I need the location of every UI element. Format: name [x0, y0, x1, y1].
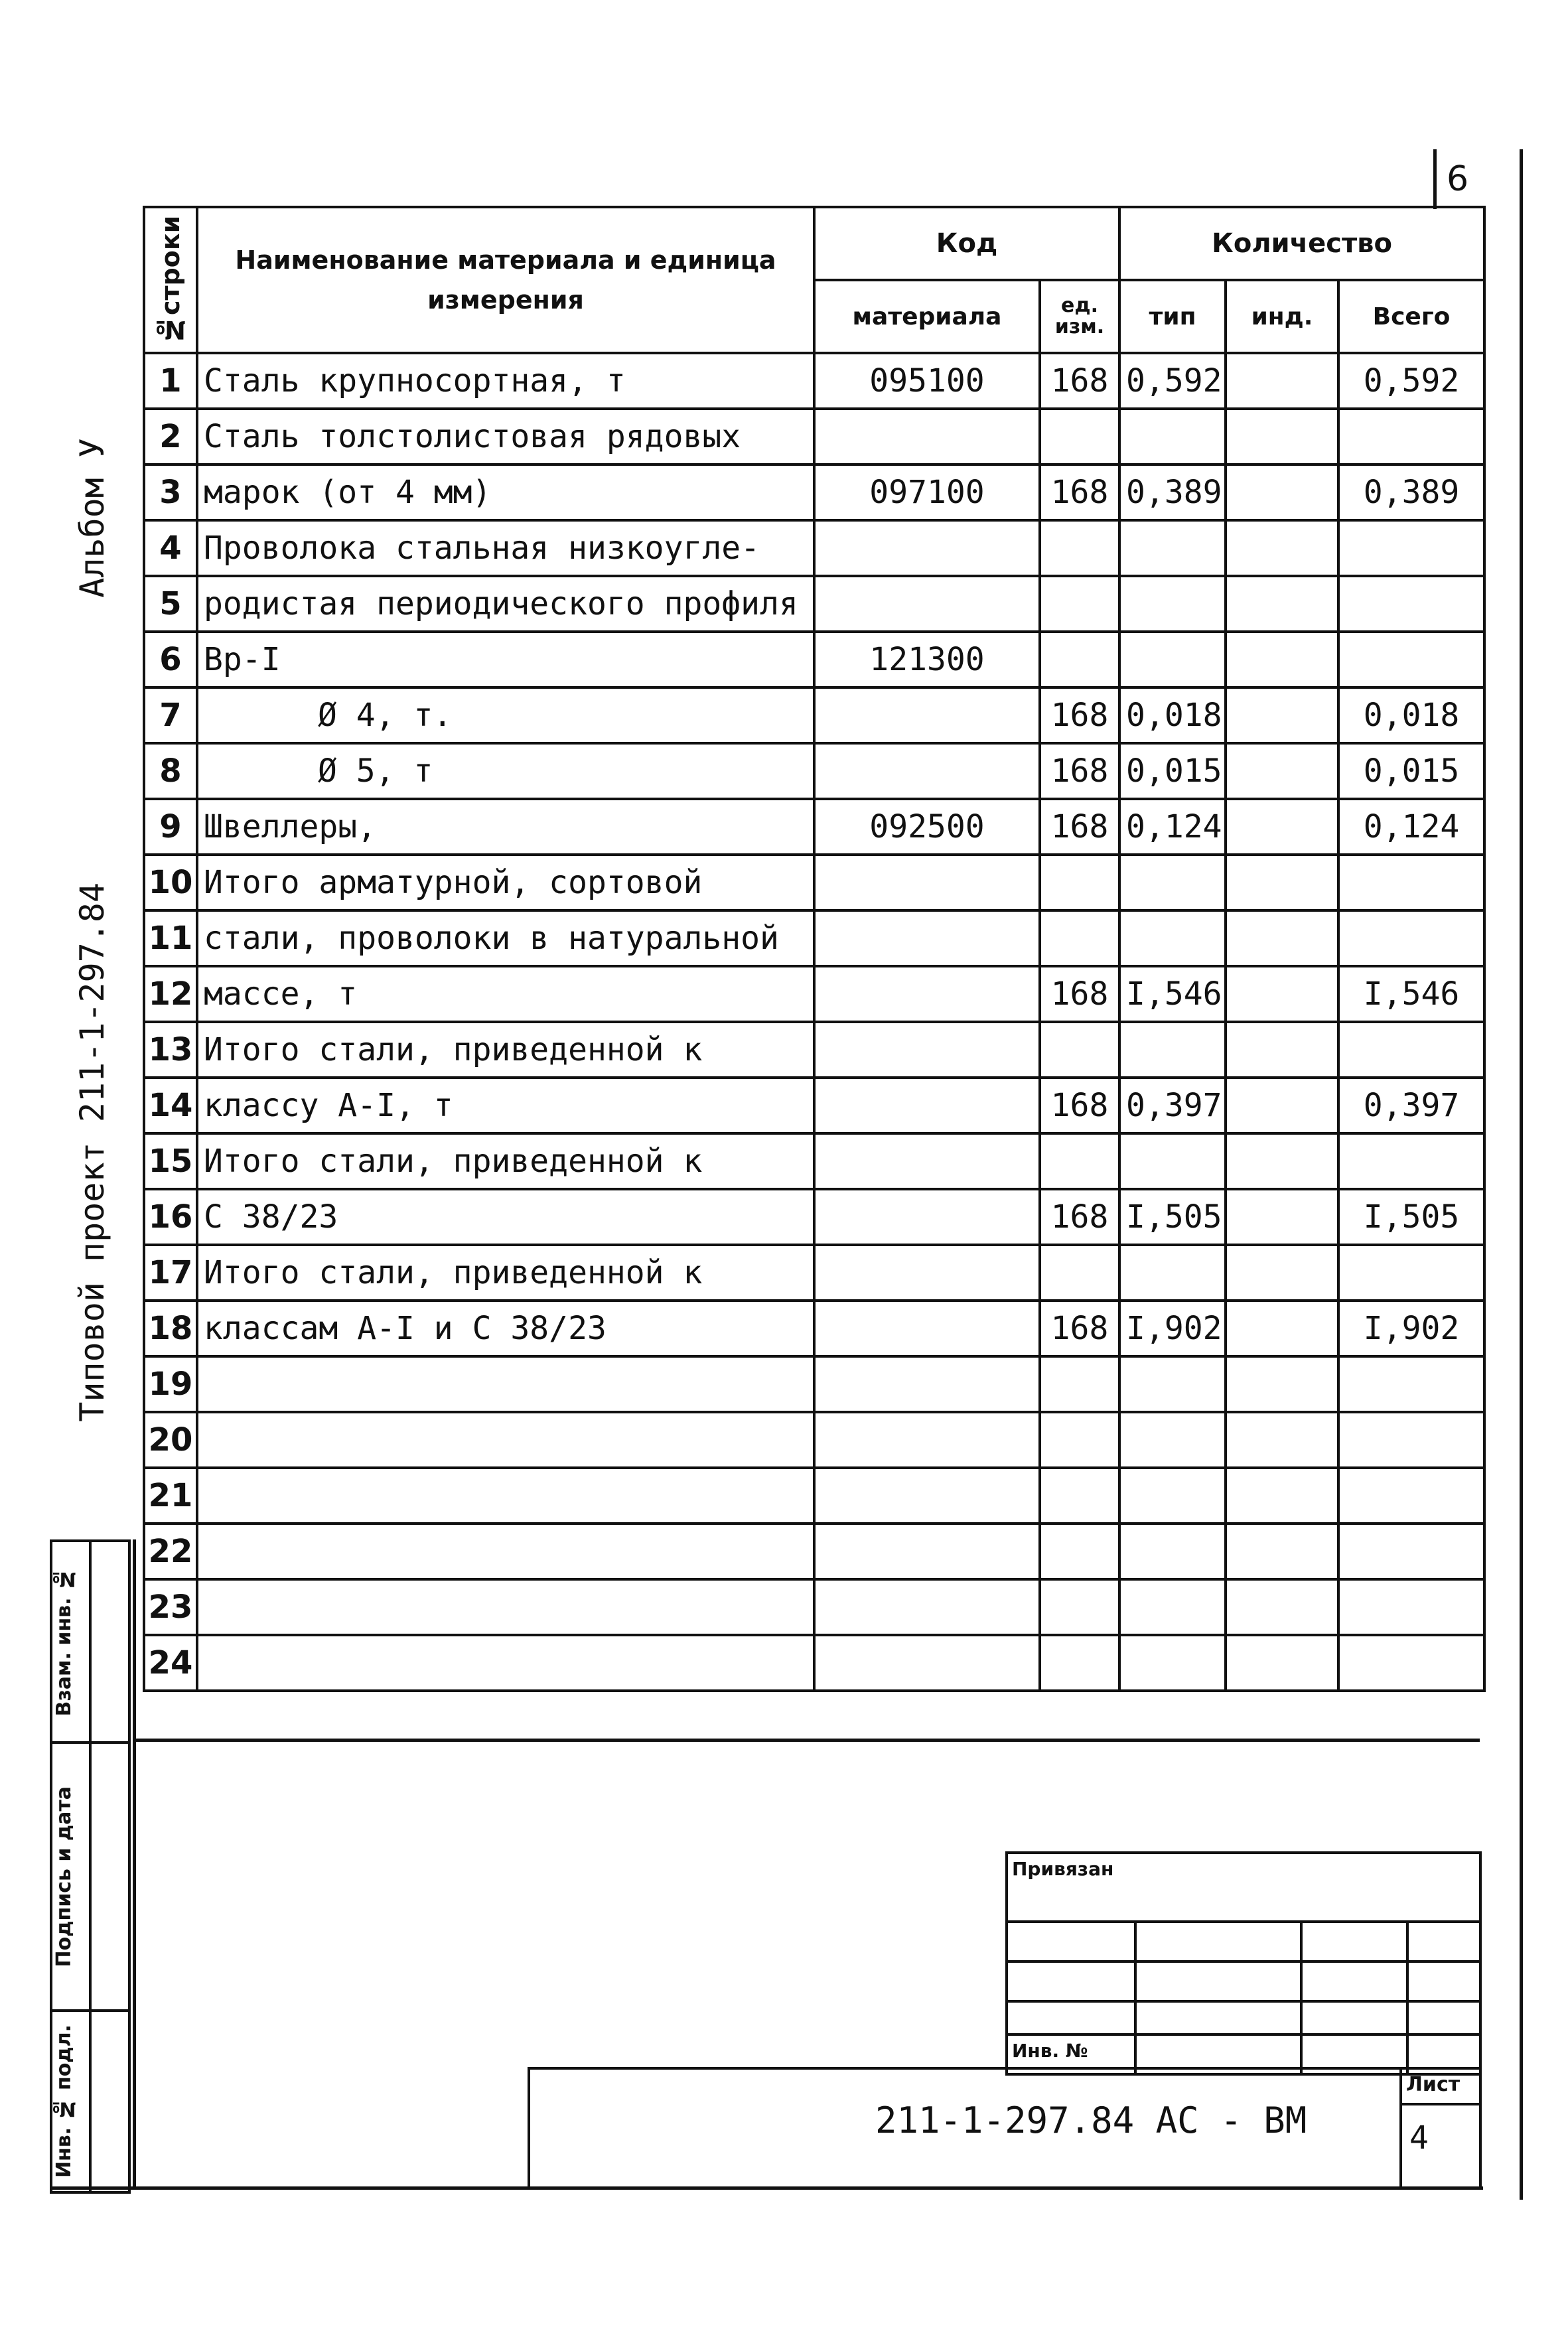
qty-ind — [1226, 576, 1338, 632]
qty-type: 0,592 — [1119, 353, 1226, 409]
material-name: С 38/23 — [197, 1189, 814, 1245]
qty-total — [1338, 855, 1484, 910]
qty-total: 0,015 — [1338, 743, 1484, 799]
table-row — [144, 1078, 1484, 1133]
stamp-vzam-inv: Взам. инв. № — [52, 1567, 76, 1717]
material-code — [814, 409, 1040, 464]
qty-total — [1338, 1245, 1484, 1301]
row-number: 14 — [144, 1078, 197, 1133]
qty-total — [1338, 1412, 1484, 1468]
qty-ind — [1226, 1356, 1338, 1412]
material-code — [814, 576, 1040, 632]
qty-ind — [1226, 1133, 1338, 1189]
material-code: 092500 — [814, 799, 1040, 855]
row-number: 11 — [144, 910, 197, 966]
material-name: Итого стали, приведенной к — [197, 1133, 814, 1189]
table-row — [144, 1245, 1484, 1301]
unit-code — [1040, 910, 1119, 966]
material-code — [814, 1524, 1040, 1579]
material-name: Проволока стальная низкоугле- — [197, 520, 814, 576]
material-code — [814, 910, 1040, 966]
qty-total — [1338, 1468, 1484, 1524]
row-number: 4 — [144, 520, 197, 576]
binding-stamp — [50, 1539, 131, 2194]
qty-ind — [1226, 353, 1338, 409]
unit-code — [1040, 1022, 1119, 1078]
table-row — [144, 409, 1484, 464]
qty-total: 0,592 — [1338, 353, 1484, 409]
material-spec-table — [143, 206, 1486, 1692]
qty-total: I,902 — [1338, 1301, 1484, 1356]
row-number: 8 — [144, 743, 197, 799]
material-name — [197, 1468, 814, 1524]
table-row — [144, 1579, 1484, 1635]
material-name: классу А-I, т — [197, 1078, 814, 1133]
qty-type: I,505 — [1119, 1189, 1226, 1245]
row-number: 17 — [144, 1245, 197, 1301]
material-code — [814, 1356, 1040, 1412]
material-code — [814, 1412, 1040, 1468]
unit-code: 168 — [1040, 1078, 1119, 1133]
table-row — [144, 1524, 1484, 1579]
material-name: Сталь крупносортная, т — [197, 353, 814, 409]
unit-code: 168 — [1040, 966, 1119, 1022]
list-label: Лист — [1406, 2073, 1461, 2096]
row-number: 23 — [144, 1579, 197, 1635]
row-number: 22 — [144, 1524, 197, 1579]
unit-code — [1040, 409, 1119, 464]
material-code — [814, 855, 1040, 910]
qty-total — [1338, 632, 1484, 687]
qty-type: 0,389 — [1119, 464, 1226, 520]
qty-ind — [1226, 1245, 1338, 1301]
table-row — [144, 1412, 1484, 1468]
qty-ind — [1226, 1022, 1338, 1078]
table-row — [144, 1468, 1484, 1524]
row-number: 21 — [144, 1468, 197, 1524]
material-name: Швеллеры, — [197, 799, 814, 855]
row-number: 2 — [144, 409, 197, 464]
material-code — [814, 1189, 1040, 1245]
qty-total: 0,389 — [1338, 464, 1484, 520]
qty-total — [1338, 1133, 1484, 1189]
material-code — [814, 1022, 1040, 1078]
material-code — [814, 1078, 1040, 1133]
doc-code-block — [528, 2067, 1482, 2189]
privyazan-label: Привязан — [1012, 1858, 1114, 1880]
project-label: Типовой проект 211-1-297.84 — [73, 883, 111, 1422]
unit-code — [1040, 632, 1119, 687]
privyazan-block — [1005, 1851, 1482, 2076]
album-label: Альбом У — [73, 438, 111, 598]
qty-type: 0,124 — [1119, 799, 1226, 855]
unit-code — [1040, 1412, 1119, 1468]
qty-type — [1119, 409, 1226, 464]
material-name: Сталь толстолистовая рядовых — [197, 409, 814, 464]
material-code — [814, 1301, 1040, 1356]
table-row — [144, 855, 1484, 910]
qty-type — [1119, 1635, 1226, 1691]
material-code: 121300 — [814, 632, 1040, 687]
unit-code — [1040, 1245, 1119, 1301]
qty-type — [1119, 1133, 1226, 1189]
header-row-number: №строки — [144, 207, 197, 353]
qty-ind — [1226, 520, 1338, 576]
table-row — [144, 910, 1484, 966]
material-name: классам А-I и С 38/23 — [197, 1301, 814, 1356]
table-row — [144, 1356, 1484, 1412]
unit-code — [1040, 1579, 1119, 1635]
qty-type — [1119, 1022, 1226, 1078]
row-number: 9 — [144, 799, 197, 855]
qty-type: I,546 — [1119, 966, 1226, 1022]
qty-type — [1119, 910, 1226, 966]
list-label-divider — [1399, 2103, 1479, 2105]
qty-type — [1119, 1579, 1226, 1635]
table-row — [144, 1022, 1484, 1078]
table-row — [144, 1635, 1484, 1691]
qty-total: I,546 — [1338, 966, 1484, 1022]
list-number: 4 — [1409, 2119, 1429, 2157]
qty-ind — [1226, 1412, 1338, 1468]
qty-total — [1338, 576, 1484, 632]
qty-type: 0,018 — [1119, 687, 1226, 743]
qty-type — [1119, 1524, 1226, 1579]
header-qty-total: Всего — [1338, 280, 1484, 353]
qty-type — [1119, 1245, 1226, 1301]
qty-ind — [1226, 799, 1338, 855]
qty-ind — [1226, 1078, 1338, 1133]
header-qty-type: тип — [1119, 280, 1226, 353]
material-name: массе, т — [197, 966, 814, 1022]
privyazan-grid-col-2 — [1300, 1920, 1303, 2073]
material-code — [814, 1245, 1040, 1301]
unit-code: 168 — [1040, 464, 1119, 520]
qty-ind — [1226, 743, 1338, 799]
unit-code: 168 — [1040, 799, 1119, 855]
material-code — [814, 1579, 1040, 1635]
row-number: 6 — [144, 632, 197, 687]
qty-ind — [1226, 966, 1338, 1022]
header-code-material: материала — [814, 280, 1040, 353]
row-number: 1 — [144, 353, 197, 409]
qty-ind — [1226, 464, 1338, 520]
qty-total — [1338, 409, 1484, 464]
unit-code — [1040, 1635, 1119, 1691]
material-code — [814, 1133, 1040, 1189]
material-name: Итого стали, приведенной к — [197, 1022, 814, 1078]
material-name — [197, 1524, 814, 1579]
qty-total — [1338, 1022, 1484, 1078]
stamp-inv-podl: Инв. № подл. — [52, 2025, 76, 2178]
unit-code — [1040, 576, 1119, 632]
row-number: 18 — [144, 1301, 197, 1356]
material-name — [197, 1635, 814, 1691]
qty-total — [1338, 1356, 1484, 1412]
material-name: стали, проволоки в натуральной — [197, 910, 814, 966]
unit-code — [1040, 1356, 1119, 1412]
table-row — [144, 353, 1484, 409]
list-divider — [1399, 2070, 1402, 2189]
unit-code: 168 — [1040, 1189, 1119, 1245]
qty-type — [1119, 1412, 1226, 1468]
row-number: 7 — [144, 687, 197, 743]
header-code-group: Код — [814, 207, 1119, 280]
material-name — [197, 1356, 814, 1412]
table-row — [144, 687, 1484, 743]
qty-ind — [1226, 632, 1338, 687]
doc-code: 211-1-297.84 АС - ВМ — [875, 2100, 1307, 2141]
material-name — [197, 1412, 814, 1468]
qty-type — [1119, 1356, 1226, 1412]
table-row — [144, 1189, 1484, 1245]
unit-code: 168 — [1040, 687, 1119, 743]
material-code — [814, 1635, 1040, 1691]
inv-no-label: Инв. № — [1012, 2040, 1088, 2062]
qty-total — [1338, 1524, 1484, 1579]
qty-type: I,902 — [1119, 1301, 1226, 1356]
row-number: 5 — [144, 576, 197, 632]
qty-ind — [1226, 687, 1338, 743]
qty-type — [1119, 576, 1226, 632]
qty-total: I,505 — [1338, 1189, 1484, 1245]
header-code-unit: ед. изм. — [1040, 280, 1119, 353]
material-name: Итого стали, приведенной к — [197, 1245, 814, 1301]
qty-type: 0,397 — [1119, 1078, 1226, 1133]
material-name: Итого арматурной, сортовой — [197, 855, 814, 910]
qty-total: 0,397 — [1338, 1078, 1484, 1133]
row-number: 3 — [144, 464, 197, 520]
row-number: 20 — [144, 1412, 197, 1468]
row-number: 12 — [144, 966, 197, 1022]
material-name: Вр-I — [197, 632, 814, 687]
qty-total — [1338, 1635, 1484, 1691]
qty-type — [1119, 520, 1226, 576]
privyazan-grid-col-3 — [1406, 1920, 1409, 2073]
qty-type — [1119, 855, 1226, 910]
table-row — [144, 966, 1484, 1022]
sheet-number: 6 — [1447, 159, 1469, 199]
row-number: 19 — [144, 1356, 197, 1412]
stamp-podpis-data: Подпись и дата — [52, 1786, 76, 1967]
table-row — [144, 1133, 1484, 1189]
header-material-name: Наименование материала и единица измерения — [197, 207, 814, 353]
material-name: Ø 4, т. — [197, 687, 814, 743]
qty-type: 0,015 — [1119, 743, 1226, 799]
qty-ind — [1226, 1468, 1338, 1524]
qty-ind — [1226, 1524, 1338, 1579]
material-code — [814, 687, 1040, 743]
qty-total — [1338, 910, 1484, 966]
material-code — [814, 520, 1040, 576]
material-code — [814, 1468, 1040, 1524]
header-qty-ind: инд. — [1226, 280, 1338, 353]
row-number: 13 — [144, 1022, 197, 1078]
qty-ind — [1226, 1189, 1338, 1245]
qty-total: 0,124 — [1338, 799, 1484, 855]
unit-code: 168 — [1040, 1301, 1119, 1356]
table-row — [144, 743, 1484, 799]
material-code — [814, 966, 1040, 1022]
material-name — [197, 1579, 814, 1635]
qty-type — [1119, 632, 1226, 687]
material-code: 097100 — [814, 464, 1040, 520]
qty-ind — [1226, 1301, 1338, 1356]
table-bottom-line — [133, 1739, 1480, 1742]
unit-code — [1040, 1133, 1119, 1189]
sheet-number-divider — [1433, 149, 1437, 209]
unit-code — [1040, 855, 1119, 910]
unit-code — [1040, 1468, 1119, 1524]
row-number: 24 — [144, 1635, 197, 1691]
right-frame-line — [1520, 149, 1523, 2200]
unit-code — [1040, 1524, 1119, 1579]
table-row — [144, 464, 1484, 520]
table-row — [144, 799, 1484, 855]
material-name: марок (от 4 мм) — [197, 464, 814, 520]
unit-code: 168 — [1040, 743, 1119, 799]
unit-code — [1040, 520, 1119, 576]
row-number: 16 — [144, 1189, 197, 1245]
table-row — [144, 632, 1484, 687]
table-row — [144, 576, 1484, 632]
qty-ind — [1226, 910, 1338, 966]
qty-type — [1119, 1468, 1226, 1524]
material-code: 095100 — [814, 353, 1040, 409]
header-quantity-group: Количество — [1119, 207, 1484, 280]
qty-ind — [1226, 855, 1338, 910]
qty-total — [1338, 520, 1484, 576]
unit-code: 168 — [1040, 353, 1119, 409]
material-name: Ø 5, т — [197, 743, 814, 799]
row-number: 10 — [144, 855, 197, 910]
qty-total: 0,018 — [1338, 687, 1484, 743]
table-row — [144, 520, 1484, 576]
material-name: родистая периодического профиля — [197, 576, 814, 632]
row-number: 15 — [144, 1133, 197, 1189]
frame-left-line — [133, 1539, 136, 2190]
qty-total — [1338, 1579, 1484, 1635]
privyazan-grid-col-1 — [1134, 1920, 1137, 2073]
qty-ind — [1226, 1635, 1338, 1691]
qty-ind — [1226, 1579, 1338, 1635]
table-row — [144, 1301, 1484, 1356]
material-code — [814, 743, 1040, 799]
qty-ind — [1226, 409, 1338, 464]
